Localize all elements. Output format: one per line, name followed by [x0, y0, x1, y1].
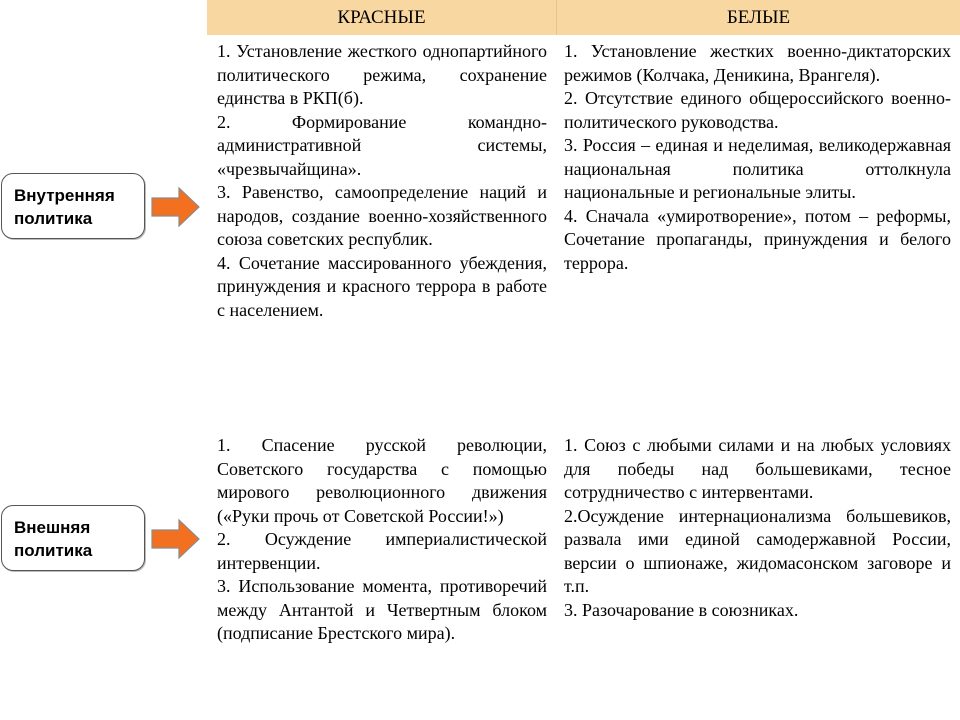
- list-item: 2. Формирование командно-административной системы, «чрезвычайщина».: [217, 111, 547, 179]
- cell-external-red: [217, 434, 547, 646]
- list-item: 1. Союз с любыми силами и на любых условиях для победы над большевиками, тесное сотрудничество с интервентами.: [564, 435, 951, 502]
- list-item: 3. Равенство, самоопределение наций и народов, создание военно-хозяйственного союза советских республик.: [217, 182, 547, 249]
- arrow-right-icon: [151, 186, 201, 228]
- header-red: КРАСНЫЕ: [207, 0, 556, 35]
- cell-internal-white: [564, 40, 951, 275]
- header-white: БЕЛЫЕ: [556, 0, 960, 35]
- list-item: 2.Осуждение интернационализма большевиков, развала ими единой самодержавной России, версии о шпионаже, жидомасонском заговоре и т.п.: [564, 505, 951, 596]
- cell-external-white: [564, 434, 951, 622]
- label-internal-policy: Внутренняя политика: [1, 173, 145, 239]
- list-item: 2. Осуждение империалистической интервенции.: [217, 529, 547, 573]
- arrow-right-icon: [151, 518, 201, 560]
- list-item: 3. Россия – единая и неделимая, великодержавная национальная политика оттолкнула национальные и региональные элиты.: [564, 135, 951, 202]
- list-item: 1. Установление жестких военно-диктаторских режимов (Колчака, Деникина, Врангеля).: [564, 41, 951, 85]
- list-item: 4. Сначала «умиротворение», потом – реформы, Сочетание пропаганды, принуждения и белого террора.: [564, 205, 951, 273]
- list-item: 4. Сочетание массированного убеждения, принуждения и красного террора в работе с населением.: [217, 252, 547, 320]
- list-item: 3. Использование момента, противоречий между Антантой и Четвертным блоком (подписание Брестского мира).: [217, 576, 547, 643]
- list-item: 3. Разочарование в союзниках.: [564, 599, 799, 620]
- list-item: 1. Спасение русской революции, Советского государства с помощью мирового революционного движения («Руки прочь от Советской России!»): [217, 435, 547, 526]
- list-item: 2. Отсутствие единого общероссийского военно-политического руководства.: [564, 88, 951, 132]
- cell-internal-red: [217, 40, 547, 322]
- list-item: 1. Установление жесткого однопартийного политического режима, сохранение единства в РКП(б).: [217, 41, 547, 108]
- label-external-policy: Внешняя политика: [1, 505, 145, 571]
